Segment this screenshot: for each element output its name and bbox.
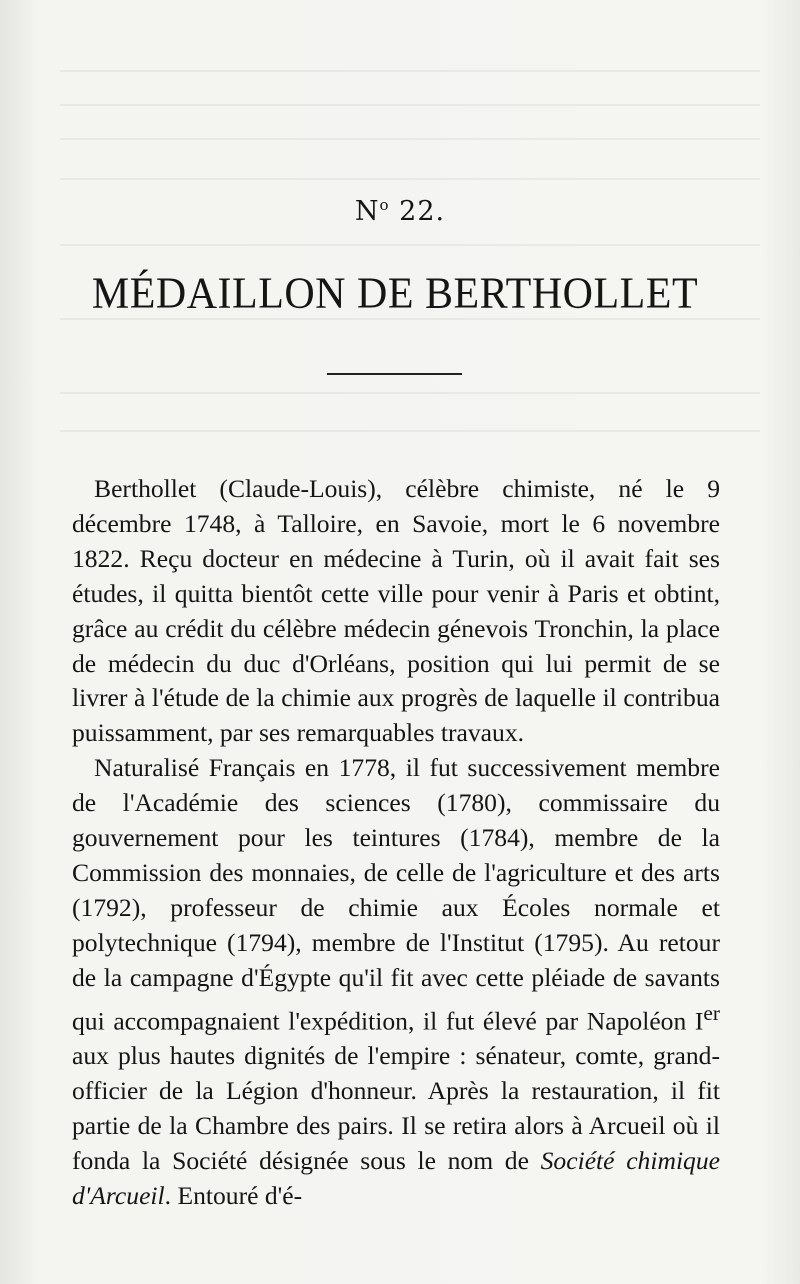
bleed-through-line xyxy=(60,178,760,180)
entry-number xyxy=(0,196,800,227)
bleed-through-line xyxy=(60,430,760,432)
bleed-through-line xyxy=(60,104,760,106)
number-value: 22. xyxy=(399,196,446,227)
paragraph-1 xyxy=(72,472,720,751)
number-superscript: o xyxy=(379,196,390,214)
bleed-through-line xyxy=(60,138,760,140)
superscript: er xyxy=(703,1000,720,1025)
bleed-through-line xyxy=(60,244,760,246)
italic-society-name: Société chimique d'Arcueil xyxy=(72,1145,721,1210)
bleed-through-line xyxy=(60,392,760,394)
body-text xyxy=(72,472,720,1214)
paragraph-text: Naturalisé Français en 1778, il fut successivement membre de l'Académie des sciences (1780), commissaire du gouvernement pour les teintures (1784), membre de la Commission des monnaies, de celle de l'agriculture et des arts (1792), professeur de chimie aux Écoles normale et polytechnique (1794), membre de l'Institut (1795). Au retour de la campagne d'Égypte qu'il fit avec cette pléiade de savants qui accompagnaient l'expédition, il fut élevé par Napoléon I xyxy=(72,753,720,1036)
paragraph-text: aux plus hautes dignités de l'empire : sénateur, comte, grand-officier de la Légion d'honneur. Après la restauration, il fit partie de la Chambre des pairs. Il se retira alors à Arcueil où il fonda la Société désignée sous le nom de xyxy=(72,1041,720,1175)
page-title: MÉDAILLON DE BERTHOLLET xyxy=(91,269,699,319)
paragraph-text: . Entouré d'é- xyxy=(164,1180,303,1210)
number-prefix: N xyxy=(354,196,380,227)
paragraph-2 xyxy=(72,751,720,1213)
paragraph-text: Berthollet (Claude-Louis), célèbre chimiste, né le 9 décembre 1748, à Talloire, en Savoie, mort le 6 novembre 1822. Reçu docteur en médecine à Turin, où il avait fait ses études, il quitta bientôt cette ville pour venir à Paris et obtint, grâce au crédit du célèbre médecin génevois Tronchin, la place de médecin du duc d'Orléans, position qui lui permit de se livrer à l'étude de la chimie aux progrès de laquelle il contribua puissamment, par ses remarquables travaux. xyxy=(72,474,720,748)
title-rule xyxy=(327,373,462,375)
bleed-through-line xyxy=(60,70,760,72)
